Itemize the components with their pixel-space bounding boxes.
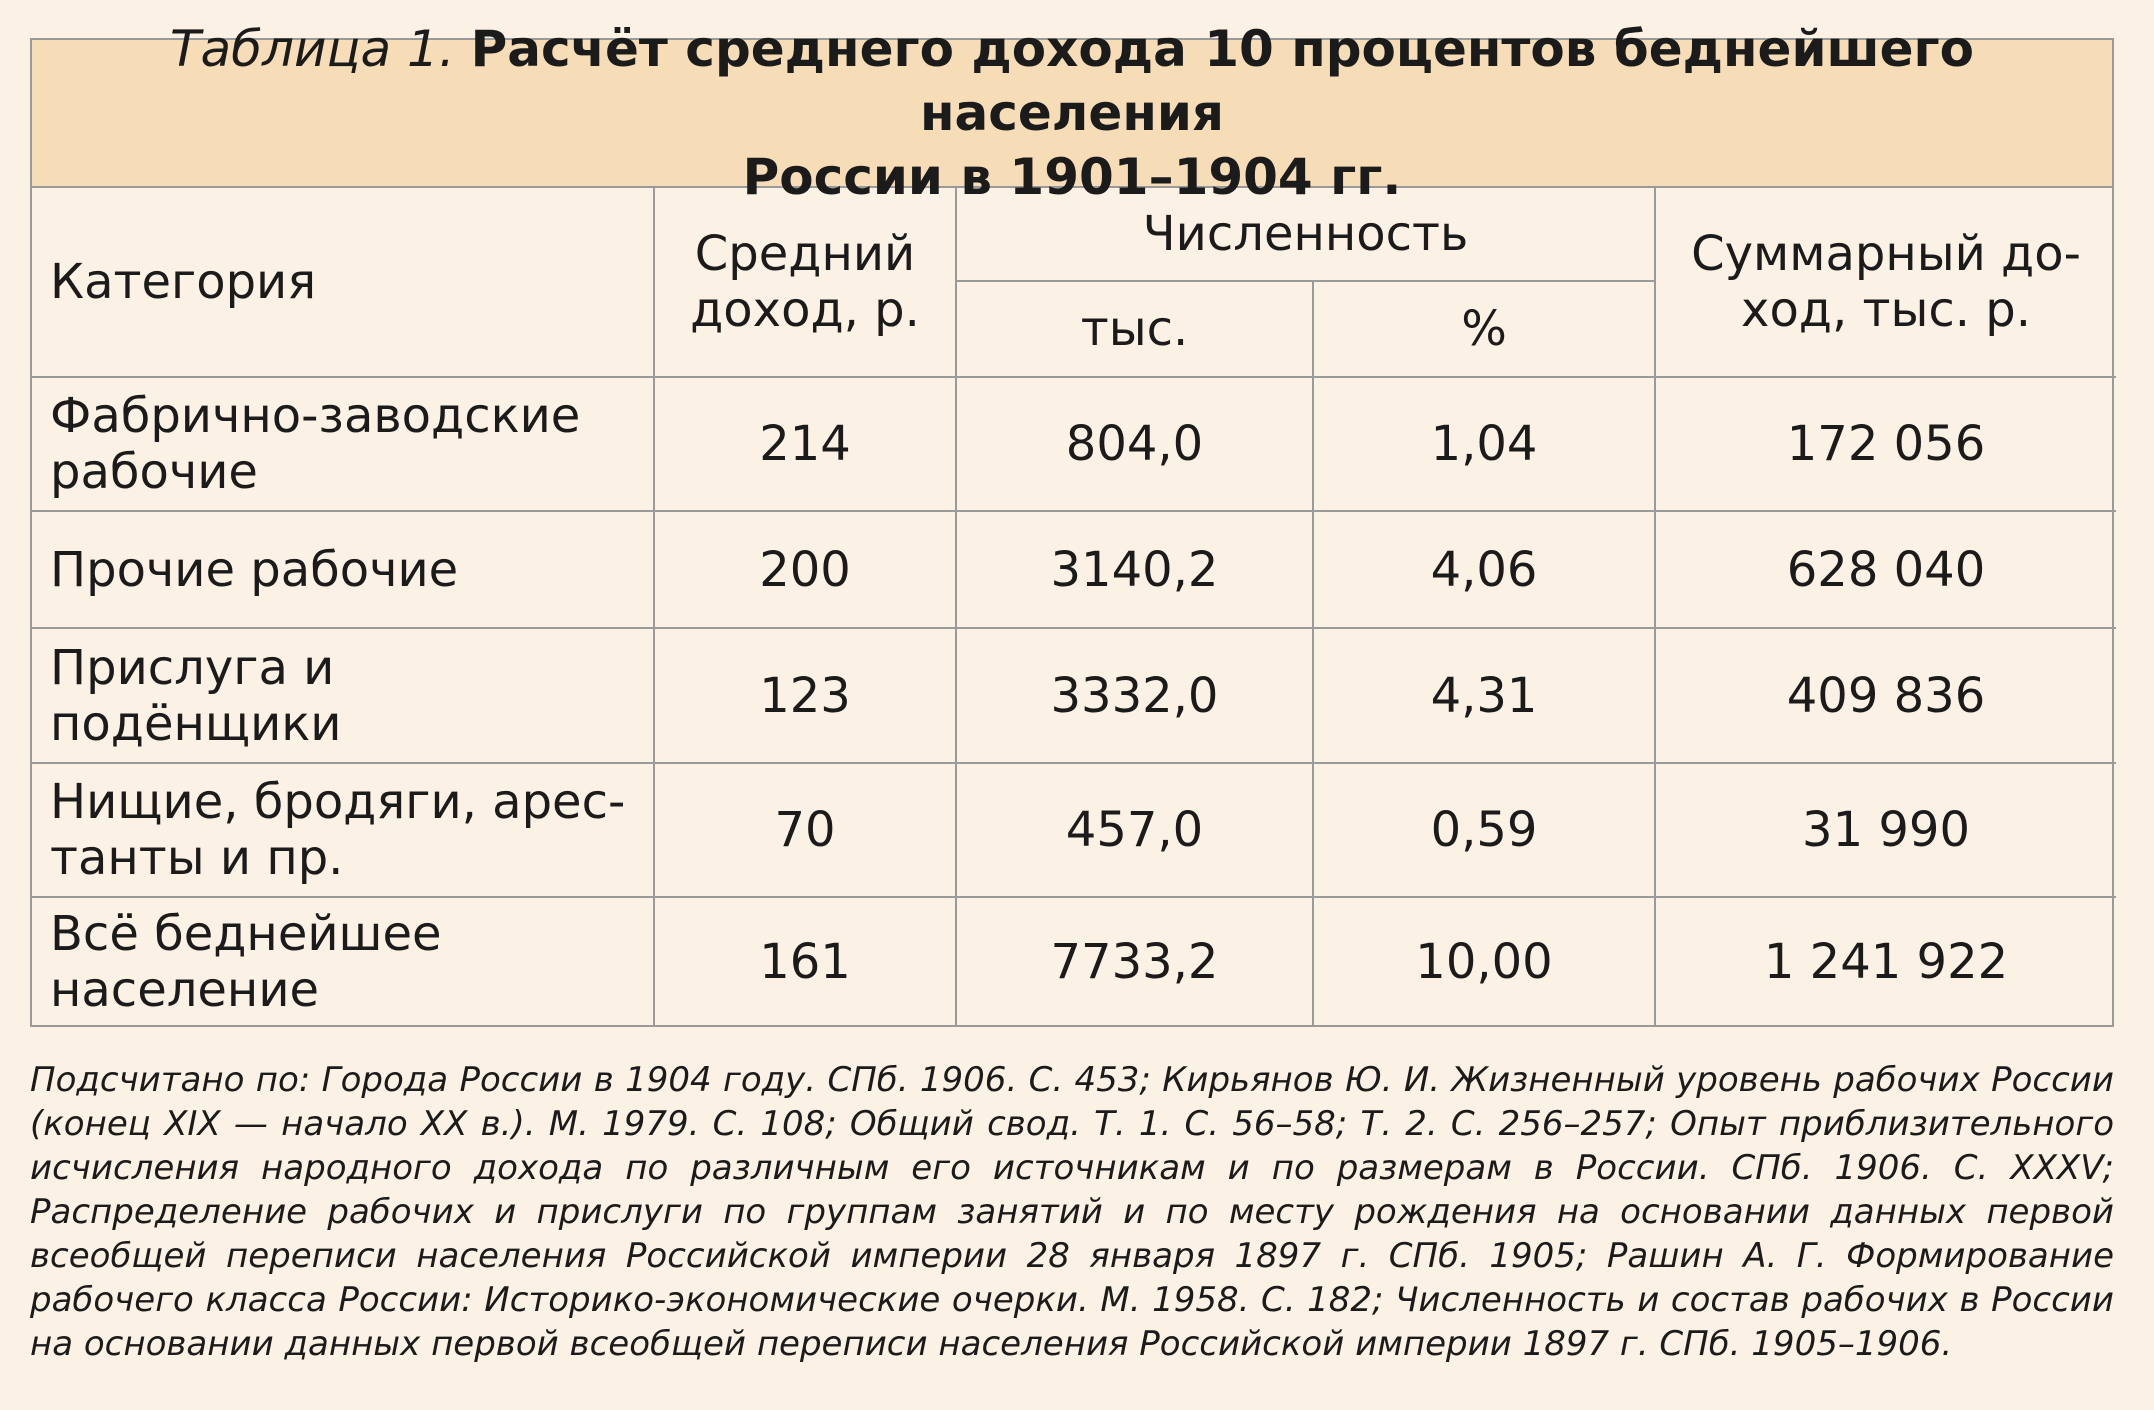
cell-category xyxy=(32,377,654,511)
header-population-thousands: тыс. xyxy=(956,281,1313,377)
cell-percent: 4,31 xyxy=(1313,628,1655,763)
header-total-income-line2: ход, тыс. р. xyxy=(1741,282,2031,338)
cell-category xyxy=(32,763,654,897)
cell-total: 409 836 xyxy=(1655,628,2116,763)
income-table xyxy=(32,188,2116,1025)
cell-thousands: 804,0 xyxy=(956,377,1313,511)
header-total-income xyxy=(1655,188,2116,377)
cell-percent: 0,59 xyxy=(1313,763,1655,897)
cell-total: 1 241 922 xyxy=(1655,897,2116,1025)
cell-total: 628 040 xyxy=(1655,511,2116,628)
cell-category-line1: Прочие рабочие xyxy=(50,541,459,598)
table-row xyxy=(32,628,2116,763)
header-total-income-line1: Суммарный до- xyxy=(1691,226,2081,282)
cell-avg-income: 161 xyxy=(654,897,956,1025)
cell-thousands: 457,0 xyxy=(956,763,1313,897)
cell-thousands: 3332,0 xyxy=(956,628,1313,763)
cell-percent: 10,00 xyxy=(1313,897,1655,1025)
table-row xyxy=(32,377,2116,511)
cell-category-line2: подёнщики xyxy=(50,695,342,752)
cell-avg-income: 70 xyxy=(654,763,956,897)
table-row xyxy=(32,763,2116,897)
table-title-line1 xyxy=(32,17,2112,145)
cell-category-line1: Фабрично-заводские xyxy=(50,388,581,444)
table-title-text-line1: Расчёт среднего дохода 10 процентов беднейшего населения xyxy=(470,20,1974,142)
cell-category-line2: танты и пр. xyxy=(50,830,344,886)
header-avg-income xyxy=(654,188,956,377)
table-frame xyxy=(30,20,2114,1027)
header-category: Категория xyxy=(32,188,654,377)
table-number: Таблица 1. xyxy=(170,20,455,78)
table-title-text-line2: России в 1901–1904 гг. xyxy=(742,148,1402,206)
source-note: Подсчитано по: Города России в 1904 году. СПб. 1906. С. 453; Кирьянов Ю. И. Жизненный уровень рабочих России (конец XIX — начало XX в.). М. 1979. С. 108; Общий свод. Т. 1. С. 56–58; Т. 2. С. 256–257; Опыт приблизительного исчисления народного дохода по различным его источникам и по размерам в России. СПб. 1906. С. XXXV; Распределение рабочих и прислуги по группам занятий и по месту рождения на основании данных первой всеобщей переписи населения Российской империи 28 января 1897 г. СПб. 1905; Рашин А. Г. Формирование рабочего класса России: Историко-экономические очерки. М. 1958. С. 182; Численность и состав рабочих в России на основании данных первой всеобщей переписи населения Российской империи 1897 г. СПб. 1905–1906. xyxy=(30,1060,2114,1364)
cell-category-line2: население xyxy=(50,961,320,1018)
cell-avg-income: 123 xyxy=(654,628,956,763)
cell-percent: 4,06 xyxy=(1313,511,1655,628)
cell-category-line1: Нищие, бродяги, арес- xyxy=(50,774,626,830)
cell-total: 31 990 xyxy=(1655,763,2116,897)
table-title xyxy=(32,20,2112,206)
header-population: Численность xyxy=(956,188,1655,281)
cell-avg-income: 200 xyxy=(654,511,956,628)
cell-category-line2: рабочие xyxy=(50,444,258,500)
cell-percent: 1,04 xyxy=(1313,377,1655,511)
header-avg-income-line2: доход, р. xyxy=(690,282,920,338)
cell-thousands: 3140,2 xyxy=(956,511,1313,628)
header-population-percent: % xyxy=(1313,281,1655,377)
cell-category xyxy=(32,897,654,1025)
table-row xyxy=(32,511,2116,628)
cell-category-line1: Прислуга и xyxy=(50,639,335,696)
cell-category xyxy=(32,511,654,628)
cell-total: 172 056 xyxy=(1655,377,2116,511)
cell-category xyxy=(32,628,654,763)
header-avg-income-line1: Средний xyxy=(694,226,916,282)
table-row xyxy=(32,897,2116,1025)
cell-category-line1: Всё беднейшее xyxy=(50,905,442,962)
cell-thousands: 7733,2 xyxy=(956,897,1313,1025)
cell-avg-income: 214 xyxy=(654,377,956,511)
